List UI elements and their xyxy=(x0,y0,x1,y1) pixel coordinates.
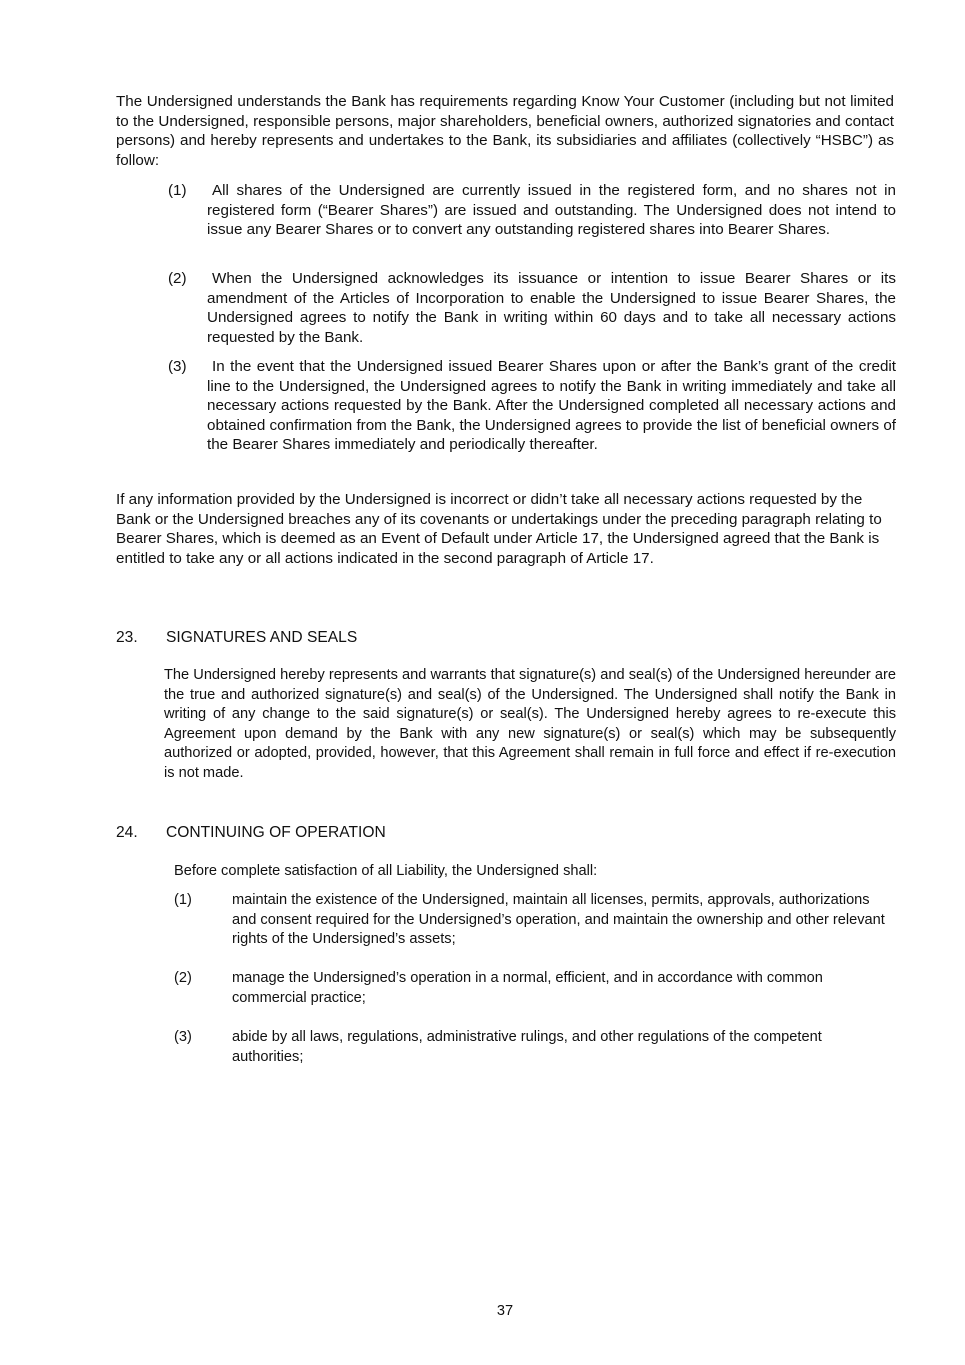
section-title: CONTINUING OF OPERATION xyxy=(166,824,386,841)
kyc-intro-paragraph: The Undersigned understands the Bank has requirements regarding Know Your Customer (including but not limited to the Undersigned, responsible persons, major shareholders, beneficial owners, authorized signatories and contact persons) and hereby represents and undertakes to the Bank, its subsidiaries and affiliates (collectively “HSBC”) as follow: xyxy=(116,93,894,169)
event-of-default-paragraph: If any information provided by the Undersigned is incorrect or didn’t take all necessary actions requested by the Bank or the Undersigned breaches any of its covenants or undertakings under the preceding paragraph relating to Bearer Shares, which is deemed as an Event of Default under Article 17, the Undersigned agreed that the Bank is entitled to take any or all actions indicated in the second paragraph of Article 17. xyxy=(116,491,882,567)
kyc-list-item xyxy=(168,269,896,347)
kyc-item-number: (3) xyxy=(168,358,187,375)
kyc-item-text-content: All shares of the Undersigned are currently issued in the registered form, and no shares not in registered form (“Bearer Shares”) are issued and outstanding. The Undersigned does not intend to issue any Bearer Shares or to convert any outstanding registered shares into Bearer Shares. xyxy=(207,182,896,239)
section-number: 23. xyxy=(116,629,138,646)
operation-item-number: (2) xyxy=(174,970,192,986)
operation-item-number: (1) xyxy=(174,892,192,908)
operation-item-number: (3) xyxy=(174,1029,192,1045)
kyc-list-item xyxy=(168,181,896,240)
section-24-heading xyxy=(116,823,386,843)
kyc-item-number: (1) xyxy=(168,182,187,199)
section-23-body: The Undersigned hereby represents and warrants that signature(s) and seal(s) of the Undersigned hereunder are the true and authorized signature(s) and seal(s) of the Undersigned. The Undersigned shall notify the Bank in writing of any change to the said signature(s) or seal(s). The Undersigned hereby agrees to re-execute this Agreement upon demand by the Bank with any new signature(s) or seal(s) which may be subsequently authorized or adopted, provided, however, that this Agreement shall remain in full force and effect if re-execution is not made. xyxy=(164,667,896,781)
kyc-item-number: (2) xyxy=(168,270,187,287)
section-title: SIGNATURES AND SEALS xyxy=(166,629,358,646)
operation-item-text: manage the Undersigned’s operation in a normal, efficient, and in accordance with common commercial practice; xyxy=(232,970,823,1006)
section-number: 24. xyxy=(116,824,138,841)
kyc-item-text-content: In the event that the Undersigned issued Bearer Shares upon or after the Bank’s grant of the credit line to the Undersigned, the Undersigned agrees to notify the Bank in writing immediately and take all necessary actions requested by the Bank. After the Undersigned completed all necessary actions and obtained confirmation from the Bank, the Undersigned agrees to provide the list of beneficial owners of the Bearer Shares immediately and periodically thereafter. xyxy=(207,358,896,454)
section-23-heading xyxy=(116,628,357,648)
section-24-lead: Before complete satisfaction of all Liability, the Undersigned shall: xyxy=(174,863,598,879)
operation-item-text: abide by all laws, regulations, administrative rulings, and other regulations of the competent authorities; xyxy=(232,1029,822,1065)
kyc-item-text xyxy=(207,357,896,455)
kyc-item-text-content: When the Undersigned acknowledges its issuance or intention to issue Bearer Shares or its amendment of the Articles of Incorporation to enable the Undersigned to issue Bearer Shares, the Undersigned agrees to notify the Bank in writing within 60 days and to take all necessary actions requested by the Bank. xyxy=(207,270,896,346)
operation-list-item xyxy=(174,1028,896,1067)
operation-list-item xyxy=(174,891,896,950)
kyc-item-text xyxy=(207,181,896,240)
kyc-list-item xyxy=(168,357,896,455)
operation-list-item xyxy=(174,969,896,1008)
operation-item-text: maintain the existence of the Undersigned, maintain all licenses, permits, approvals, authorizations and consent required for the Undersigned’s operation, and maintain the ownership and other relevant rights of the Undersigned’s assets; xyxy=(232,892,885,948)
page-number: 37 xyxy=(496,1303,514,1319)
kyc-item-text xyxy=(207,269,896,347)
